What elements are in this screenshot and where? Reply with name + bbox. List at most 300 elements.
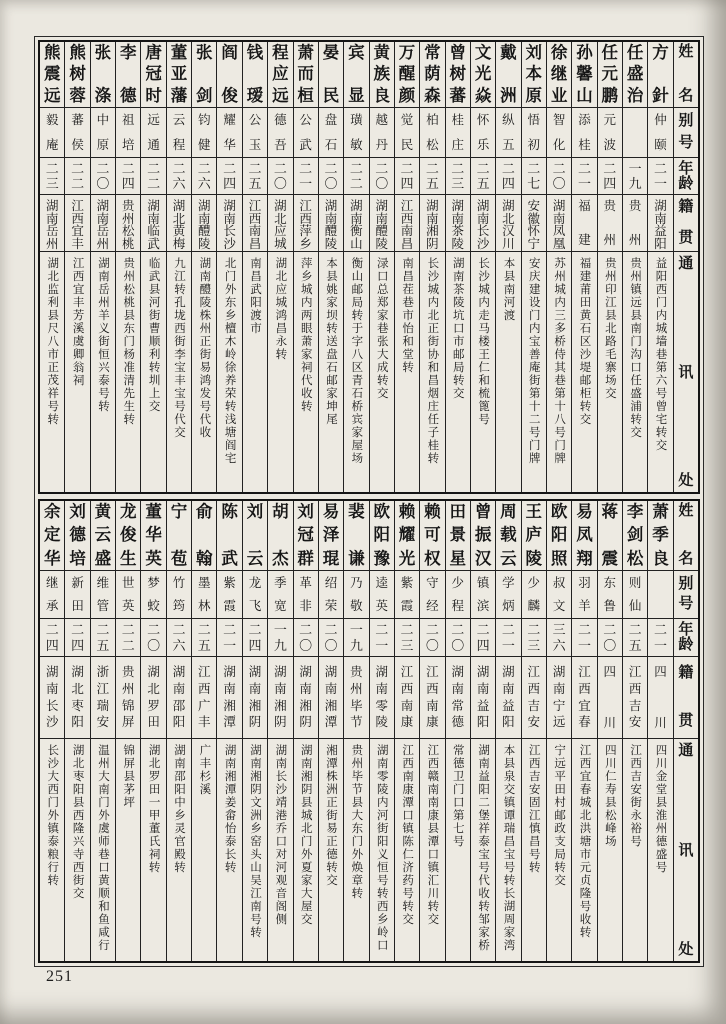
person-name-text: 张 剑 bbox=[196, 43, 213, 105]
person-alias-text: 钧 健 bbox=[198, 113, 211, 152]
person-origin bbox=[547, 657, 571, 739]
person-name-text: 余 定 华 bbox=[43, 502, 61, 568]
person-alias bbox=[294, 571, 318, 619]
person-alias bbox=[243, 108, 267, 158]
table-frame bbox=[34, 36, 704, 967]
person-age-text: 二 〇 bbox=[425, 622, 439, 653]
person-age bbox=[395, 619, 419, 657]
person-age-text: 二 〇 bbox=[451, 622, 465, 653]
header-column bbox=[673, 501, 698, 961]
person-age bbox=[395, 158, 419, 195]
person-name bbox=[623, 501, 647, 571]
person-alias-text: 学 炳 bbox=[502, 576, 515, 613]
person-name bbox=[243, 42, 267, 108]
person-age bbox=[420, 619, 444, 657]
person-name bbox=[496, 501, 520, 571]
person-alias-text: 羽 羊 bbox=[578, 576, 591, 613]
person-origin bbox=[192, 195, 216, 252]
person-address bbox=[522, 739, 546, 961]
person-name-text: 熊 树 蓉 bbox=[69, 43, 86, 105]
person-origin-text: 湖 南 益 阳 bbox=[654, 199, 667, 251]
person-age bbox=[40, 158, 64, 195]
person-name bbox=[319, 42, 343, 108]
person-age-text: 二 四 bbox=[501, 161, 515, 191]
person-name bbox=[572, 501, 596, 571]
person-address bbox=[294, 739, 318, 961]
person-name bbox=[243, 501, 267, 571]
person-age bbox=[344, 158, 368, 195]
person-address bbox=[65, 739, 89, 961]
person-origin bbox=[623, 657, 647, 739]
person-address-text: 湖北应城鸿昌永转 bbox=[274, 257, 287, 361]
person-origin-text: 湖 南 湘 阴 bbox=[274, 665, 287, 730]
person-age-text: 二 一 bbox=[375, 622, 389, 653]
person-address-text: 湖南长沙靖港乔口对河观音阁侧 bbox=[274, 744, 287, 926]
person-name-text: 易 凤 翔 bbox=[576, 502, 593, 568]
person-address-text: 湖北罗田一甲董氏祠转 bbox=[147, 744, 160, 874]
person-origin bbox=[319, 195, 343, 252]
person-address bbox=[395, 252, 419, 492]
person-age bbox=[598, 158, 622, 195]
person-age-text: 二 五 bbox=[425, 161, 439, 191]
person-alias bbox=[471, 108, 495, 158]
person-alias bbox=[192, 108, 216, 158]
person-column bbox=[140, 42, 165, 492]
person-address bbox=[167, 739, 191, 961]
person-column bbox=[267, 42, 292, 492]
person-name bbox=[572, 42, 596, 108]
person-age bbox=[243, 158, 267, 195]
person-name-text: 王 庐 陵 bbox=[525, 502, 543, 568]
person-origin-text: 贵 州 锦 屏 bbox=[122, 665, 135, 730]
person-name-text: 欧 阳 豫 bbox=[373, 502, 390, 568]
person-age-text: 二 二 bbox=[147, 161, 161, 191]
person-origin bbox=[496, 195, 520, 252]
person-origin-text: 湖 南 湘 潭 bbox=[324, 665, 338, 730]
person-address-text: 广丰杉溪 bbox=[198, 744, 211, 796]
person-column bbox=[445, 42, 470, 492]
person-origin bbox=[395, 657, 419, 739]
person-address-text: 湖南益阳二堡祥泰宝号代收转邹家桥 bbox=[477, 744, 490, 952]
person-name bbox=[420, 42, 444, 108]
person-name-text: 董 华 英 bbox=[145, 502, 162, 568]
person-column bbox=[64, 501, 89, 961]
person-address-text: 贵州松桃县东门杨准清先生转 bbox=[122, 257, 135, 426]
person-address-text: 衡山邮局转于字八区青石桥宾家屋场 bbox=[350, 257, 363, 465]
person-origin bbox=[294, 195, 318, 252]
person-origin bbox=[395, 195, 419, 252]
person-age bbox=[65, 158, 89, 195]
person-column bbox=[419, 42, 444, 492]
person-address bbox=[598, 252, 622, 492]
person-origin bbox=[572, 657, 596, 739]
person-origin bbox=[116, 657, 140, 739]
person-origin bbox=[547, 195, 571, 252]
person-age-text: 二 三 bbox=[45, 161, 59, 191]
person-address bbox=[420, 739, 444, 961]
person-alias bbox=[344, 108, 368, 158]
person-alias-text: 怀 乐 bbox=[476, 113, 490, 152]
person-address-text: 江西吉安固江慎昌号转 bbox=[527, 744, 540, 874]
person-column bbox=[495, 501, 520, 961]
person-alias bbox=[116, 108, 140, 158]
person-age bbox=[91, 619, 115, 657]
person-column bbox=[394, 42, 419, 492]
person-origin bbox=[65, 657, 89, 739]
person-address bbox=[395, 739, 419, 961]
person-age bbox=[471, 158, 495, 195]
person-address bbox=[522, 252, 546, 492]
person-name bbox=[294, 501, 318, 571]
person-name-text: 万 醒 颜 bbox=[398, 43, 416, 105]
person-address-text: 渌口总郑家巷张大成转交 bbox=[375, 257, 388, 400]
person-alias-text: 越 丹 bbox=[375, 113, 388, 152]
person-origin bbox=[141, 657, 165, 739]
person-alias-text: 公 武 bbox=[299, 113, 312, 152]
person-name bbox=[496, 42, 520, 108]
person-origin-text: 江 西 宜 春 bbox=[578, 665, 591, 730]
person-name-text: 蒋 震 bbox=[601, 502, 619, 568]
person-origin-text: 湖 南 湘 阴 bbox=[248, 665, 262, 730]
person-column bbox=[394, 501, 419, 961]
person-origin bbox=[496, 657, 520, 739]
person-name-text: 胡 杰 bbox=[272, 502, 289, 568]
person-address bbox=[91, 739, 115, 961]
person-age bbox=[268, 158, 292, 195]
person-address bbox=[370, 252, 394, 492]
person-name-text: 欧 阳 照 bbox=[550, 502, 568, 568]
person-age bbox=[141, 158, 165, 195]
person-name bbox=[319, 501, 343, 571]
person-origin bbox=[192, 657, 216, 739]
person-origin-text: 湖 南 邵 阳 bbox=[172, 665, 186, 730]
header-age: 年 龄 bbox=[674, 619, 698, 657]
person-origin-text: 湖 北 罗 田 bbox=[147, 665, 160, 730]
person-column bbox=[140, 501, 165, 961]
person-age bbox=[648, 158, 672, 195]
person-origin bbox=[471, 657, 495, 739]
person-origin bbox=[116, 195, 140, 252]
person-alias-text bbox=[623, 114, 647, 151]
person-origin-text: 江 西 萍 乡 bbox=[299, 199, 312, 251]
person-age bbox=[141, 619, 165, 657]
person-address bbox=[294, 252, 318, 492]
person-address-text: 北门外东乡檀木岭徐养荣转浅塘阎宅 bbox=[223, 257, 236, 465]
person-address bbox=[217, 252, 241, 492]
person-address-text: 湖南湘潭姜畲怡泰长转 bbox=[223, 744, 236, 874]
person-alias bbox=[319, 571, 343, 619]
person-alias-text: 逵 英 bbox=[375, 576, 388, 613]
person-age-text: 二 一 bbox=[299, 161, 313, 191]
person-origin bbox=[65, 195, 89, 252]
person-alias bbox=[623, 108, 647, 158]
person-address-text: 江西吉安街永裕号 bbox=[629, 744, 642, 848]
person-alias bbox=[522, 108, 546, 158]
person-age bbox=[572, 158, 596, 195]
person-column bbox=[622, 501, 647, 961]
person-name bbox=[648, 42, 672, 108]
person-age bbox=[496, 619, 520, 657]
person-address-text: 九江转孔垅西街李宝丰宝号代交 bbox=[172, 257, 185, 439]
person-column bbox=[166, 42, 191, 492]
person-address-text: 苏州城内三多桥侍其巷第十八号门牌 bbox=[553, 257, 566, 465]
person-address bbox=[40, 739, 64, 961]
person-alias-text: 季 宽 bbox=[274, 576, 287, 613]
person-column bbox=[521, 42, 546, 492]
person-age-text: 二 五 bbox=[628, 622, 642, 653]
person-name bbox=[217, 42, 241, 108]
person-alias-text: 新 田 bbox=[71, 576, 84, 613]
person-age-text: 二 一 bbox=[577, 161, 591, 191]
person-alias-text: 叔 文 bbox=[552, 576, 566, 613]
person-column bbox=[293, 42, 318, 492]
person-name bbox=[40, 42, 64, 108]
person-alias bbox=[471, 571, 495, 619]
person-alias-text: 元 波 bbox=[603, 113, 617, 152]
person-address-text: 福建莆田黄石区沙堤邮柜转交 bbox=[578, 257, 591, 426]
person-address bbox=[547, 739, 571, 961]
person-alias-text: 少 程 bbox=[451, 576, 464, 613]
person-name-text: 赖 耀 光 bbox=[398, 502, 416, 568]
person-column bbox=[90, 501, 115, 961]
person-age-text: 二 六 bbox=[172, 161, 186, 191]
person-name bbox=[522, 501, 546, 571]
person-column bbox=[495, 42, 520, 492]
person-age bbox=[370, 619, 394, 657]
person-name bbox=[420, 501, 444, 571]
person-alias bbox=[141, 571, 165, 619]
person-origin bbox=[40, 657, 64, 739]
person-name bbox=[395, 42, 419, 108]
person-age bbox=[116, 619, 140, 657]
person-column bbox=[343, 42, 368, 492]
person-alias-text: 纵 五 bbox=[502, 113, 515, 152]
person-alias bbox=[243, 571, 267, 619]
person-column bbox=[419, 501, 444, 961]
person-origin-text: 湖 南 醴 陵 bbox=[324, 199, 338, 251]
person-origin-text: 湖 南 醴 陵 bbox=[375, 199, 388, 251]
person-age-text: 二 〇 bbox=[375, 161, 389, 191]
person-alias-text: 桂 庄 bbox=[451, 113, 464, 152]
person-name bbox=[91, 501, 115, 571]
person-address bbox=[623, 739, 647, 961]
person-origin-text: 江 西 广 丰 bbox=[198, 665, 211, 730]
person-age bbox=[446, 158, 470, 195]
person-name-text: 周 载 云 bbox=[500, 502, 517, 568]
person-alias bbox=[65, 571, 89, 619]
person-address bbox=[648, 252, 672, 492]
person-origin-text: 湖 南 醴 陵 bbox=[198, 199, 211, 251]
person-origin-text: 湖 北 黄 梅 bbox=[172, 199, 186, 251]
person-origin bbox=[648, 657, 672, 739]
person-address-text: 本县姚家坝转送盘石邮家坤尾 bbox=[325, 257, 338, 426]
person-address bbox=[91, 252, 115, 492]
person-address bbox=[167, 252, 191, 492]
person-alias bbox=[395, 108, 419, 158]
person-address-text: 湘潭株洲正街易正德转交 bbox=[325, 744, 338, 887]
person-origin-text: 贵 州 毕 节 bbox=[350, 665, 363, 730]
person-alias bbox=[522, 571, 546, 619]
person-origin-text: 贵 州 bbox=[603, 199, 617, 247]
person-name-text: 宁 苞 bbox=[170, 502, 188, 568]
person-column bbox=[647, 42, 672, 492]
person-age bbox=[217, 158, 241, 195]
person-address bbox=[243, 739, 267, 961]
person-age-text: 二 四 bbox=[476, 622, 490, 653]
person-name bbox=[65, 42, 89, 108]
person-origin bbox=[141, 195, 165, 252]
person-age-text: 一 九 bbox=[628, 161, 642, 191]
person-origin bbox=[243, 195, 267, 252]
person-alias bbox=[294, 108, 318, 158]
person-name bbox=[623, 42, 647, 108]
person-name bbox=[446, 501, 470, 571]
person-name bbox=[344, 501, 368, 571]
person-origin-text: 四 川 bbox=[654, 665, 667, 730]
person-alias-text: 竹 筠 bbox=[172, 576, 186, 613]
person-address-text: 贵州毕节县大东门外焕章转 bbox=[350, 744, 363, 900]
person-column bbox=[470, 42, 495, 492]
person-age-text: 二 二 bbox=[349, 161, 363, 191]
person-address-text: 四川金堂县淮州德盛号 bbox=[654, 744, 667, 874]
person-alias bbox=[623, 571, 647, 619]
person-name bbox=[217, 501, 241, 571]
person-address-text: 本县南河渡 bbox=[502, 257, 515, 322]
person-origin bbox=[217, 195, 241, 252]
header-name: 姓 名 bbox=[674, 501, 698, 571]
person-age bbox=[370, 158, 394, 195]
person-name bbox=[547, 42, 571, 108]
person-name-text: 黄 云 盛 bbox=[94, 502, 112, 568]
person-alias-text: 镇 滨 bbox=[476, 576, 490, 613]
person-age-text: 二 〇 bbox=[96, 161, 110, 191]
person-address-text: 长沙大西门外镇泰粮行转 bbox=[46, 744, 59, 887]
page-number: 251 bbox=[46, 968, 73, 985]
person-alias-text: 东 鲁 bbox=[603, 576, 617, 613]
person-origin-text: 江 西 南 康 bbox=[400, 665, 414, 730]
person-name-text: 俞 翰 bbox=[196, 502, 213, 568]
person-origin bbox=[370, 195, 394, 252]
person-column bbox=[546, 501, 571, 961]
person-address bbox=[141, 252, 165, 492]
person-address bbox=[192, 739, 216, 961]
person-alias-text bbox=[648, 577, 672, 612]
person-alias bbox=[370, 108, 394, 158]
person-address-text: 宁远平田村邮政支局转交 bbox=[553, 744, 566, 887]
person-name-text: 徐 继 业 bbox=[550, 43, 568, 105]
person-name-text: 黄 族 良 bbox=[373, 43, 390, 105]
person-age bbox=[167, 619, 191, 657]
person-origin bbox=[471, 195, 495, 252]
person-origin bbox=[446, 195, 470, 252]
person-age bbox=[522, 619, 546, 657]
person-column bbox=[647, 501, 672, 961]
person-age-text: 二 二 bbox=[121, 622, 135, 653]
person-alias-text: 紫 霞 bbox=[223, 576, 236, 613]
person-name bbox=[598, 42, 622, 108]
person-address-text: 长沙城内北正街协和昌烟庄任子桂转 bbox=[426, 257, 439, 465]
person-origin-text: 福 建 bbox=[578, 199, 591, 247]
person-address-text: 湖北枣阳县西隆兴寺西街交 bbox=[71, 744, 84, 900]
person-alias-text: 远 通 bbox=[147, 113, 160, 152]
person-name-text: 易 泽 琨 bbox=[322, 502, 340, 568]
person-age bbox=[623, 158, 647, 195]
person-origin-text: 湖 南 岳 州 bbox=[45, 199, 59, 251]
person-name-text: 陈 武 bbox=[221, 502, 238, 568]
person-address-text: 安庆建设门内宝善庵街第十二号门牌 bbox=[527, 257, 540, 465]
person-address-text: 江西宜春城北洪塘市元贞隆号收转 bbox=[578, 744, 591, 939]
person-age-text: 二 二 bbox=[71, 161, 85, 191]
person-name bbox=[268, 501, 292, 571]
person-age bbox=[572, 619, 596, 657]
person-age-text: 二 四 bbox=[248, 622, 262, 653]
person-column bbox=[369, 42, 394, 492]
person-age-text: 二 〇 bbox=[324, 622, 338, 653]
person-column bbox=[40, 42, 64, 492]
person-alias bbox=[167, 108, 191, 158]
person-column bbox=[115, 501, 140, 961]
header-column bbox=[673, 42, 698, 492]
person-alias bbox=[65, 108, 89, 158]
person-alias-text: 耀 华 bbox=[223, 113, 236, 152]
person-origin bbox=[268, 195, 292, 252]
person-alias-text: 维 管 bbox=[96, 576, 110, 613]
person-alias-text: 仲 颐 bbox=[654, 113, 667, 152]
person-alias-text: 继 承 bbox=[45, 576, 59, 613]
person-address-text: 温州大南门外虞师巷口黄顺和鱼咸行 bbox=[96, 744, 109, 952]
person-alias bbox=[648, 571, 672, 619]
person-alias-text: 少 麟 bbox=[527, 576, 541, 613]
person-age bbox=[522, 158, 546, 195]
person-alias bbox=[192, 571, 216, 619]
person-address bbox=[319, 739, 343, 961]
person-origin-text: 湖 北 枣 阳 bbox=[71, 665, 84, 730]
person-alias-text: 觉 民 bbox=[400, 113, 414, 152]
person-column bbox=[40, 501, 64, 961]
person-alias bbox=[598, 108, 622, 158]
person-column bbox=[267, 501, 292, 961]
person-alias bbox=[319, 108, 343, 158]
person-alias-text: 墨 林 bbox=[198, 576, 211, 613]
person-alias bbox=[141, 108, 165, 158]
person-age-text: 一 九 bbox=[349, 622, 363, 653]
person-age bbox=[217, 619, 241, 657]
person-origin-text: 湖 南 茶 陵 bbox=[451, 199, 464, 251]
person-age-text: 二 三 bbox=[400, 622, 414, 653]
person-alias bbox=[344, 571, 368, 619]
person-age bbox=[319, 158, 343, 195]
person-origin bbox=[319, 657, 343, 739]
person-column bbox=[343, 501, 368, 961]
header-address: 通 讯 处 bbox=[678, 256, 694, 489]
person-name-text: 李 德 bbox=[120, 43, 137, 105]
person-address-text: 湖南湘阴县城北门外夏家大屋交 bbox=[299, 744, 312, 926]
person-address bbox=[116, 252, 140, 492]
person-address-text: 湖北监利县尺八市正茂祥号转 bbox=[46, 257, 59, 426]
person-age-text: 二 六 bbox=[172, 622, 186, 653]
person-address bbox=[471, 252, 495, 492]
person-age bbox=[65, 619, 89, 657]
person-name bbox=[522, 42, 546, 108]
person-name-text: 刘 本 原 bbox=[525, 43, 543, 105]
person-address-text: 锦屏县茅坪 bbox=[122, 744, 135, 809]
person-address bbox=[40, 252, 64, 492]
person-address-text: 四川仁寿县松峰场 bbox=[603, 744, 616, 848]
person-age bbox=[446, 619, 470, 657]
person-name-text: 裴 谦 bbox=[348, 502, 365, 568]
person-origin-text: 湖 南 宁 远 bbox=[552, 665, 566, 730]
person-address bbox=[116, 739, 140, 961]
